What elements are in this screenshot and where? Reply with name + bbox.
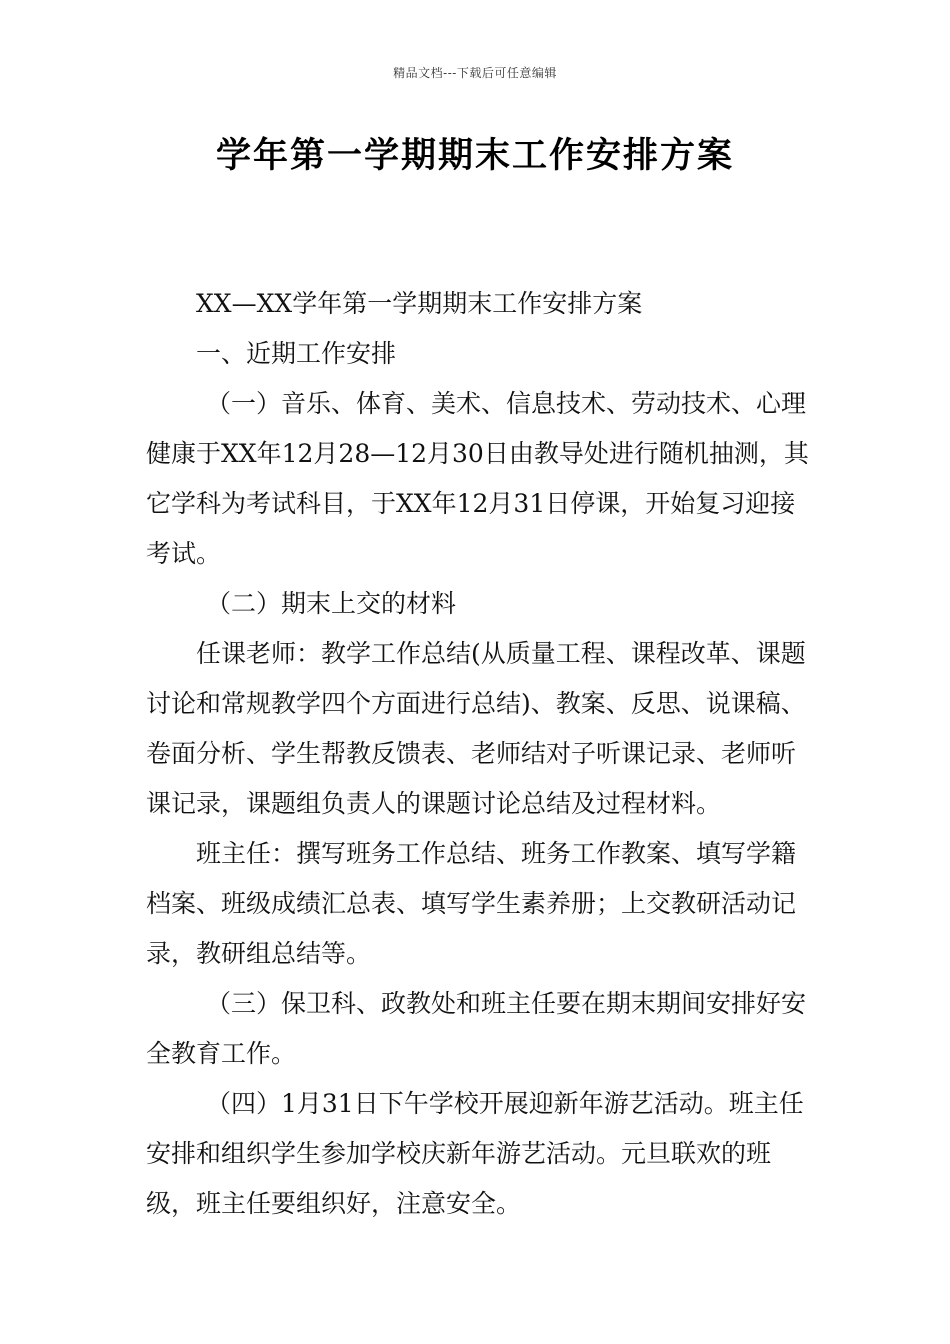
section-heading-1: 一、近期工作安排 [196,339,397,368]
paragraph-item-1: （一）音乐、体育、美术、信息技术、劳动技术、心理健康于XX年12月28—12月30日由教导处进行随机抽测，其它学科为考试科目，于XX年12月31日停课，开始复习迎接考试。 [146,389,809,568]
header-watermark: 精品文档---下载后可任意编辑 [393,66,557,80]
paragraph-headteacher-materials: 班主任：撰写班务工作总结、班务工作教案、填写学籍档案、班级成绩汇总表、填写学生素养册；上交教研活动记录，教研组总结等。 [146,839,797,968]
paragraph-item-3: （三）保卫科、政教处和班主任要在期末期间安排好安全教育工作。 [146,989,807,1068]
document-title: 学年第一学期期末工作安排方案 [215,136,734,176]
document-body [146,279,818,1229]
paragraph-item-4: （四）1月31日下午学校开展迎新年游艺活动。班主任安排和组织学生参加学校庆新年游艺活动。元旦联欢的班级，班主任要组织好，注意安全。 [146,1089,804,1218]
paragraph-subtitle: XX—XX学年第一学期期末工作安排方案 [196,289,643,318]
paragraph-item-2: （二）期末上交的材料 [206,589,457,618]
paragraph-teacher-materials: 任课老师：教学工作总结(从质量工程、课程改革、课题讨论和常规教学四个方面进行总结)、教案、反思、说课稿、卷面分析、学生帮教反馈表、老师结对子听课记录、老师听课记录，课题组负责人的课题讨论总结及过程材料。 [146,639,806,818]
